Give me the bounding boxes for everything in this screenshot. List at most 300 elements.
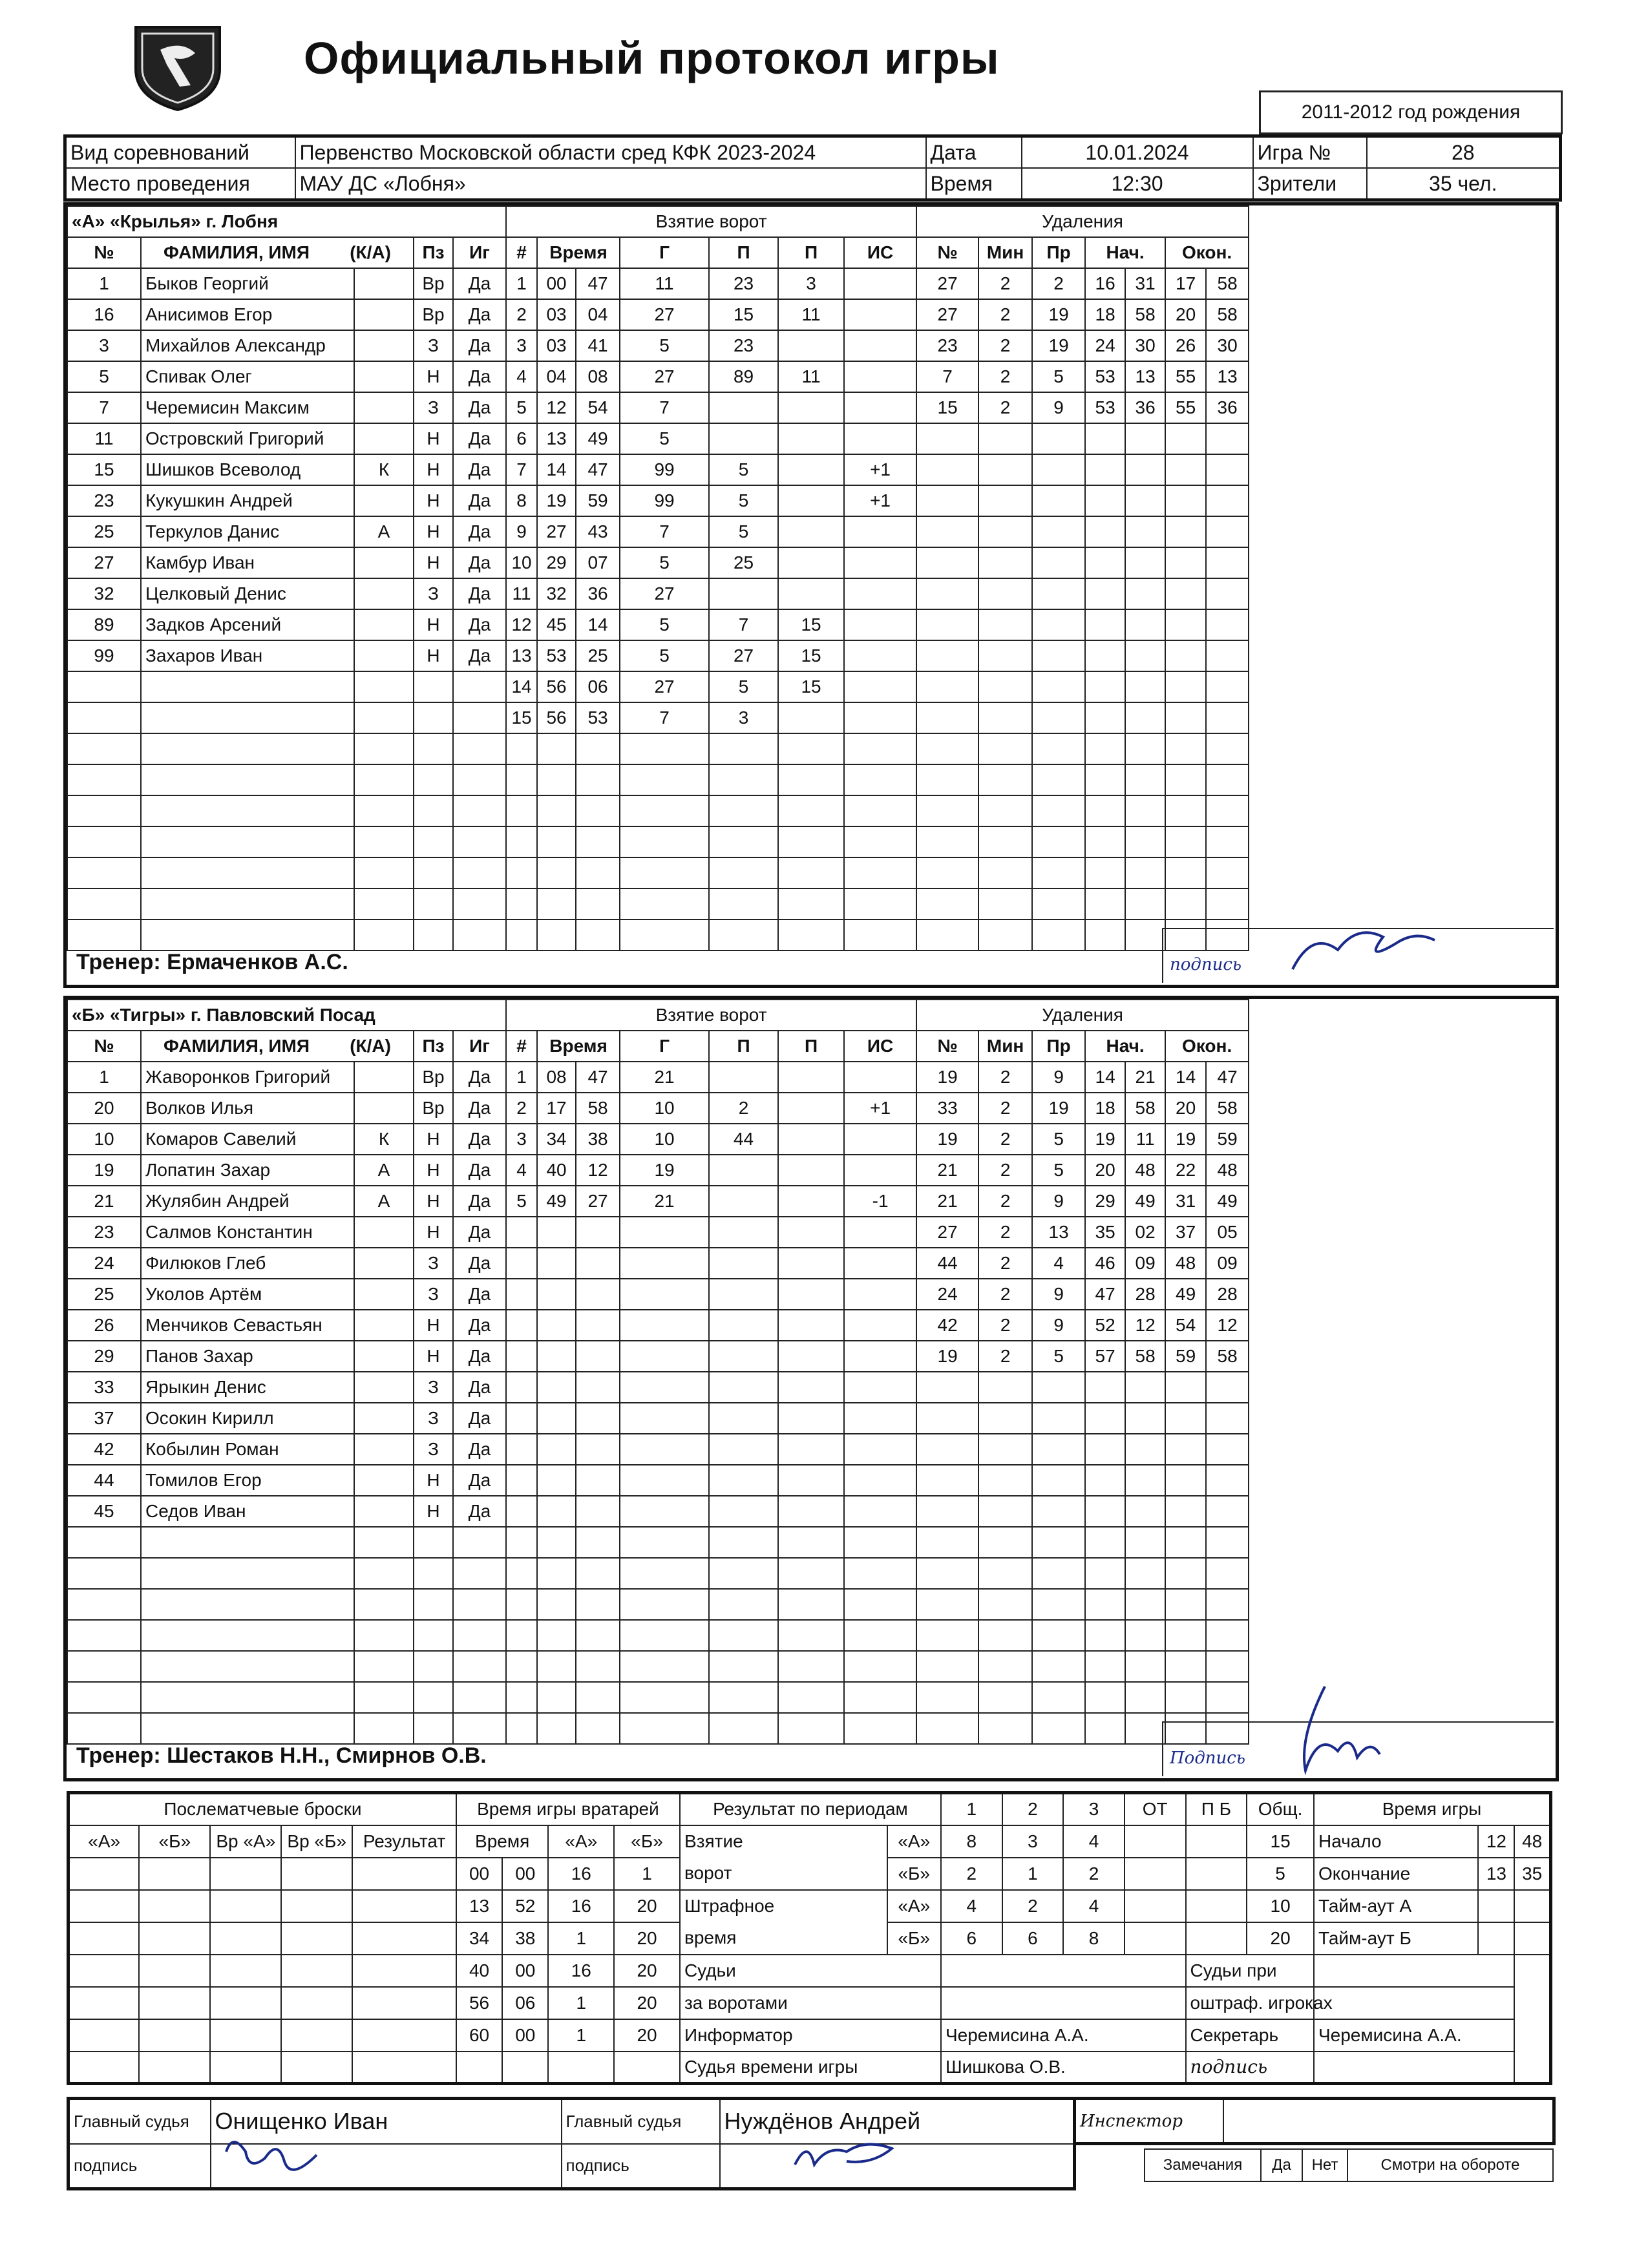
- pen-start-sec: [1125, 454, 1165, 485]
- player-name: Теркулов Данис: [141, 516, 354, 547]
- goalie-row-cell: 13: [456, 1890, 502, 1922]
- player-role: [354, 1651, 414, 1682]
- goal-number: 7: [506, 454, 537, 485]
- pen-reason: [1032, 547, 1085, 578]
- pen-end-sec: 58: [1206, 299, 1249, 330]
- goalie-row-cell: 06: [502, 1987, 548, 2019]
- pen-start-sec: 09: [1125, 1248, 1165, 1279]
- pen-reason: [1032, 1496, 1085, 1527]
- birth-year-box: 2011-2012 год рождения: [1259, 90, 1563, 134]
- player-role: [354, 888, 414, 919]
- player-position: [414, 1713, 453, 1744]
- pen-start-sec: [1125, 1465, 1165, 1496]
- goal-assist-2: [778, 1062, 844, 1093]
- player-position: Н: [414, 1341, 453, 1372]
- col-ka-label: (К/А): [350, 1036, 391, 1056]
- col-name-label: ФАМИЛИЯ, ИМЯ: [164, 1036, 310, 1056]
- pen-reason: 13: [1032, 1217, 1085, 1248]
- pen-minutes: [978, 1403, 1032, 1434]
- player-number: 45: [67, 1496, 141, 1527]
- player-name: Филюков Глеб: [141, 1248, 354, 1279]
- goals-a-5: 15: [1247, 1825, 1314, 1858]
- player-played: [453, 1589, 506, 1620]
- player-role: А: [354, 1155, 414, 1186]
- player-role: [354, 1589, 414, 1620]
- col-played: Иг: [453, 1031, 506, 1062]
- pen-reason: [1032, 919, 1085, 950]
- pen-end-sec: 48: [1206, 1155, 1249, 1186]
- player-number: 25: [67, 516, 141, 547]
- timeout-a-hour: [1478, 1890, 1514, 1922]
- goal-minute: [537, 1248, 576, 1279]
- pen-end-sec: [1206, 1434, 1249, 1465]
- goal-assist-2: [778, 1341, 844, 1372]
- player-position: [414, 1589, 453, 1620]
- goal-second: 58: [576, 1093, 620, 1124]
- pen-end-sec: [1206, 764, 1249, 795]
- player-played: Да: [453, 609, 506, 640]
- goal-assist-2: 11: [778, 361, 844, 392]
- player-number: 37: [67, 1403, 141, 1434]
- goals-a-1: 3: [1002, 1825, 1064, 1858]
- goal-strength: [844, 268, 916, 299]
- goal-assist-1: [709, 1620, 778, 1651]
- player-name: [141, 1558, 354, 1589]
- goal-minute: 04: [537, 361, 576, 392]
- player-role: [354, 764, 414, 795]
- pen-start-sec: 30: [1125, 330, 1165, 361]
- player-played: [453, 1682, 506, 1713]
- pim-a-4: [1186, 1890, 1247, 1922]
- goal-second: [576, 1496, 620, 1527]
- pen-end-sec: [1206, 640, 1249, 671]
- pen-number: [916, 671, 978, 702]
- pen-end-min: 55: [1165, 392, 1206, 423]
- pen-end-min: [1165, 702, 1206, 733]
- col-position: Пз: [414, 237, 453, 268]
- player-played: Да: [453, 1465, 506, 1496]
- player-role: [354, 485, 414, 516]
- goal-number: [506, 1372, 537, 1403]
- goal-number: 4: [506, 1155, 537, 1186]
- col-position: Пз: [414, 1031, 453, 1062]
- goal-number: 3: [506, 330, 537, 361]
- goal-assist-1: [709, 392, 778, 423]
- pen-start-sec: 21: [1125, 1062, 1165, 1093]
- goal-scorer: 21: [620, 1062, 709, 1093]
- chief-referee-1-signature-icon: [220, 2126, 323, 2184]
- pen-number: 19: [916, 1062, 978, 1093]
- goal-assist-1: [709, 857, 778, 888]
- goal-second: [576, 1279, 620, 1310]
- goal-scorer: 5: [620, 609, 709, 640]
- player-name: Седов Иван: [141, 1496, 354, 1527]
- col-pen-number: №: [916, 237, 978, 268]
- pen-minutes: [978, 1372, 1032, 1403]
- goal-minute: [537, 1434, 576, 1465]
- pen-minutes: 2: [978, 1341, 1032, 1372]
- goal-minute: 13: [537, 423, 576, 454]
- goal-number: 2: [506, 299, 537, 330]
- pen-start-sec: 02: [1125, 1217, 1165, 1248]
- goal-strength: [844, 1372, 916, 1403]
- player-name: [141, 1620, 354, 1651]
- pim-team-a: «А»: [887, 1890, 941, 1922]
- goal-judges-label-2: за воротами: [680, 1987, 941, 2019]
- goalie-row-cell: [456, 2052, 502, 2084]
- inspector-table: [1073, 2097, 1556, 2145]
- player-position: [414, 1527, 453, 1558]
- goal-assist-1: [709, 1186, 778, 1217]
- goal-minute: [537, 1682, 576, 1713]
- goal-assist-1: 27: [709, 640, 778, 671]
- goal-assist-1: [709, 795, 778, 826]
- pen-start-sec: [1125, 423, 1165, 454]
- player-played: Да: [453, 1248, 506, 1279]
- pen-reason: [1032, 1372, 1085, 1403]
- player-role: [354, 423, 414, 454]
- player-position: З: [414, 1279, 453, 1310]
- goal-strength: +1: [844, 485, 916, 516]
- goalie-row-cell: 00: [502, 2019, 548, 2052]
- pen-start-min: [1085, 1496, 1125, 1527]
- pim-label-2: время: [680, 1922, 887, 1955]
- pen-number: 21: [916, 1186, 978, 1217]
- pen-number: [916, 733, 978, 764]
- goal-strength: [844, 888, 916, 919]
- pen-end-sec: [1206, 857, 1249, 888]
- player-name: [141, 826, 354, 857]
- player-role: [354, 1527, 414, 1558]
- goal-number: 1: [506, 268, 537, 299]
- player-position: З: [414, 1434, 453, 1465]
- goal-second: 41: [576, 330, 620, 361]
- pen-number: [916, 1682, 978, 1713]
- goal-scorer: [620, 1496, 709, 1527]
- goal-assist-1: [709, 888, 778, 919]
- player-number: 24: [67, 1248, 141, 1279]
- venue-label: Место проведения: [65, 168, 295, 200]
- pen-start-min: [1085, 1434, 1125, 1465]
- pen-minutes: 2: [978, 1124, 1032, 1155]
- goal-assist-1: [709, 1372, 778, 1403]
- player-position: З: [414, 1372, 453, 1403]
- player-name: Островский Григорий: [141, 423, 354, 454]
- player-role: [354, 1403, 414, 1434]
- goal-number: 4: [506, 361, 537, 392]
- player-name: [141, 1527, 354, 1558]
- pen-start-min: [1085, 516, 1125, 547]
- goal-assist-1: [709, 733, 778, 764]
- pen-end-min: [1165, 1527, 1206, 1558]
- player-position: Н: [414, 423, 453, 454]
- player-position: Н: [414, 640, 453, 671]
- pen-end-min: [1165, 640, 1206, 671]
- goal-scorer: [620, 1341, 709, 1372]
- goal-second: [576, 795, 620, 826]
- game-number-value: 28: [1367, 136, 1561, 169]
- pen-minutes: 2: [978, 1093, 1032, 1124]
- player-position: Н: [414, 1124, 453, 1155]
- player-position: Н: [414, 516, 453, 547]
- pen-start-sec: [1125, 485, 1165, 516]
- player-number: [67, 702, 141, 733]
- pen-start-min: 29: [1085, 1186, 1125, 1217]
- goal-minute: 03: [537, 330, 576, 361]
- shootout-cell: [352, 1890, 456, 1922]
- goal-assist-2: [778, 826, 844, 857]
- goal-strength: -1: [844, 1186, 916, 1217]
- goal-strength: [844, 1620, 916, 1651]
- goals-b-4: [1186, 1858, 1247, 1890]
- player-played: Да: [453, 361, 506, 392]
- pen-end-min: [1165, 1496, 1206, 1527]
- player-name: [141, 1589, 354, 1620]
- player-role: [354, 1620, 414, 1651]
- player-role: К: [354, 1124, 414, 1155]
- pen-start-min: [1085, 1682, 1125, 1713]
- goal-second: 07: [576, 547, 620, 578]
- goal-assist-2: [778, 1496, 844, 1527]
- goal-strength: [844, 1279, 916, 1310]
- goal-number: [506, 1620, 537, 1651]
- goal-minute: [537, 764, 576, 795]
- goal-strength: [844, 609, 916, 640]
- pen-minutes: [978, 640, 1032, 671]
- pen-reason: 9: [1032, 1062, 1085, 1093]
- goal-assist-1: [709, 1465, 778, 1496]
- team-a-table: [67, 205, 1249, 951]
- goalie-time-header: Время игры вратарей: [456, 1793, 680, 1825]
- shootout-cell: [139, 2019, 210, 2052]
- pen-start-min: 47: [1085, 1279, 1125, 1310]
- pim-a-1: 2: [1002, 1890, 1064, 1922]
- shootout-cell: [352, 2052, 456, 2084]
- player-played: [453, 1527, 506, 1558]
- pen-reason: [1032, 1527, 1085, 1558]
- player-position: [414, 795, 453, 826]
- pen-start-min: [1085, 795, 1125, 826]
- team-a-sign-label: подпись: [1170, 955, 1242, 974]
- teamA-team-title: «А» «Крылья» г. Лобня: [67, 206, 506, 237]
- teamB-penalties-header: Удаления: [916, 1000, 1249, 1031]
- goal-assist-1: [709, 764, 778, 795]
- goal-number: [506, 764, 537, 795]
- goal-second: [576, 764, 620, 795]
- goal-minute: [537, 1465, 576, 1496]
- goal-number: [506, 888, 537, 919]
- team-b-table: [67, 999, 1249, 1745]
- player-role: [354, 609, 414, 640]
- goal-scorer: [620, 1434, 709, 1465]
- col-name: [141, 237, 414, 268]
- player-name: [141, 1651, 354, 1682]
- goal-number: 15: [506, 702, 537, 733]
- pen-reason: [1032, 454, 1085, 485]
- inspector-value: [1223, 2099, 1554, 2144]
- goal-assist-2: [778, 1558, 844, 1589]
- goal-second: 54: [576, 392, 620, 423]
- pen-start-sec: [1125, 1589, 1165, 1620]
- goal-assist-2: [778, 330, 844, 361]
- player-played: Да: [453, 1496, 506, 1527]
- goal-assist-2: [778, 1186, 844, 1217]
- goal-scorer: [620, 733, 709, 764]
- goal-second: [576, 857, 620, 888]
- end-label: Окончание: [1314, 1858, 1478, 1890]
- pen-reason: [1032, 795, 1085, 826]
- player-name: Лопатин Захар: [141, 1155, 354, 1186]
- informer-value: Черемисина А.А.: [941, 2019, 1186, 2052]
- player-number: 21: [67, 1186, 141, 1217]
- pen-reason: [1032, 826, 1085, 857]
- goal-number: [506, 857, 537, 888]
- goal-second: [576, 1558, 620, 1589]
- player-name: Уколов Артём: [141, 1279, 354, 1310]
- start-label: Начало: [1314, 1825, 1478, 1858]
- goal-assist-2: [778, 795, 844, 826]
- pen-start-sec: [1125, 1651, 1165, 1682]
- col-assist-2: П: [778, 1031, 844, 1062]
- pen-start-sec: [1125, 795, 1165, 826]
- goal-scorer: [620, 826, 709, 857]
- goal-assist-1: [709, 1403, 778, 1434]
- goals-b-3: [1125, 1858, 1186, 1890]
- pen-minutes: [978, 485, 1032, 516]
- player-role: [354, 1465, 414, 1496]
- goal-minute: [537, 1651, 576, 1682]
- remarks-no[interactable]: Нет: [1302, 2149, 1347, 2181]
- pen-end-min: [1165, 1682, 1206, 1713]
- chief-referee-2-sign-label: подпись: [562, 2144, 720, 2189]
- referees-table: [67, 2097, 1076, 2190]
- col-strength: ИС: [844, 1031, 916, 1062]
- player-role: [354, 640, 414, 671]
- pen-end-sec: [1206, 1620, 1249, 1651]
- goal-strength: [844, 1155, 916, 1186]
- goal-minute: 03: [537, 299, 576, 330]
- pen-end-sec: 13: [1206, 361, 1249, 392]
- shootout-col-gk-a: Вр «А»: [210, 1825, 281, 1858]
- timeout-b-minute: [1514, 1922, 1550, 1955]
- goal-number: 8: [506, 485, 537, 516]
- goal-second: [576, 1341, 620, 1372]
- player-position: [414, 702, 453, 733]
- goal-minute: [537, 733, 576, 764]
- informer-label: Информатор: [680, 2019, 941, 2052]
- goal-assist-2: [778, 1124, 844, 1155]
- pen-start-sec: [1125, 516, 1165, 547]
- timekeeper-label: Судья времени игры: [680, 2052, 941, 2084]
- pen-start-min: [1085, 671, 1125, 702]
- goal-number: 2: [506, 1093, 537, 1124]
- player-name: Анисимов Егор: [141, 299, 354, 330]
- goal-scorer: 99: [620, 485, 709, 516]
- goalie-row-cell: 20: [614, 1987, 680, 2019]
- player-played: [453, 1558, 506, 1589]
- pen-minutes: 2: [978, 1186, 1032, 1217]
- pen-end-min: [1165, 826, 1206, 857]
- player-played: Да: [453, 1093, 506, 1124]
- player-played: Да: [453, 1124, 506, 1155]
- goal-assist-1: [709, 919, 778, 950]
- pen-end-sec: [1206, 578, 1249, 609]
- goal-strength: [844, 795, 916, 826]
- player-number: 3: [67, 330, 141, 361]
- col-assist-1: П: [709, 1031, 778, 1062]
- period-col-p2: 2: [1002, 1793, 1064, 1825]
- player-role: [354, 826, 414, 857]
- shootout-cell: [210, 1922, 281, 1955]
- pen-start-min: [1085, 485, 1125, 516]
- player-number: 42: [67, 1434, 141, 1465]
- goal-strength: [844, 1310, 916, 1341]
- timeout-b-hour: [1478, 1922, 1514, 1955]
- pen-number: 33: [916, 1093, 978, 1124]
- pen-start-sec: 58: [1125, 1341, 1165, 1372]
- pen-number: [916, 454, 978, 485]
- pen-reason: 9: [1032, 1279, 1085, 1310]
- player-played: Да: [453, 1279, 506, 1310]
- player-position: Вр: [414, 268, 453, 299]
- shootout-cell: [281, 1890, 352, 1922]
- goal-minute: 27: [537, 516, 576, 547]
- player-name: [141, 857, 354, 888]
- player-number: [67, 1527, 141, 1558]
- player-number: [67, 764, 141, 795]
- goal-assist-2: 15: [778, 640, 844, 671]
- goal-scorer: [620, 1527, 709, 1558]
- player-name: [141, 733, 354, 764]
- pen-end-sec: [1206, 1372, 1249, 1403]
- goal-scorer: [620, 1217, 709, 1248]
- player-role: [354, 1062, 414, 1093]
- pen-number: [916, 1372, 978, 1403]
- player-name: Волков Илья: [141, 1093, 354, 1124]
- pen-reason: [1032, 857, 1085, 888]
- pen-start-sec: [1125, 1372, 1165, 1403]
- pen-number: 42: [916, 1310, 978, 1341]
- pen-end-min: 22: [1165, 1155, 1206, 1186]
- pen-start-min: [1085, 1527, 1125, 1558]
- player-played: [453, 733, 506, 764]
- goal-strength: [844, 392, 916, 423]
- remarks-yes[interactable]: Да: [1261, 2149, 1302, 2181]
- goal-assist-2: [778, 1248, 844, 1279]
- pen-reason: [1032, 1682, 1085, 1713]
- pen-end-sec: [1206, 1465, 1249, 1496]
- goalie-row-cell: [614, 2052, 680, 2084]
- remarks-label: Замечания: [1145, 2149, 1261, 2181]
- player-position: [414, 671, 453, 702]
- pen-reason: [1032, 1651, 1085, 1682]
- goal-second: [576, 888, 620, 919]
- goal-assist-2: [778, 857, 844, 888]
- player-played: [453, 1651, 506, 1682]
- pim-b-1: 6: [1002, 1922, 1064, 1955]
- goal-scorer: [620, 857, 709, 888]
- goal-scorer: 27: [620, 361, 709, 392]
- pen-reason: [1032, 1403, 1085, 1434]
- pen-reason: [1032, 485, 1085, 516]
- pen-start-min: 53: [1085, 361, 1125, 392]
- remarks-table: [1144, 2148, 1554, 2182]
- goal-second: [576, 1465, 620, 1496]
- pen-number: 19: [916, 1341, 978, 1372]
- shootout-cell: [281, 1858, 352, 1890]
- col-ka-label: (К/А): [350, 242, 391, 262]
- pen-start-min: 18: [1085, 1093, 1125, 1124]
